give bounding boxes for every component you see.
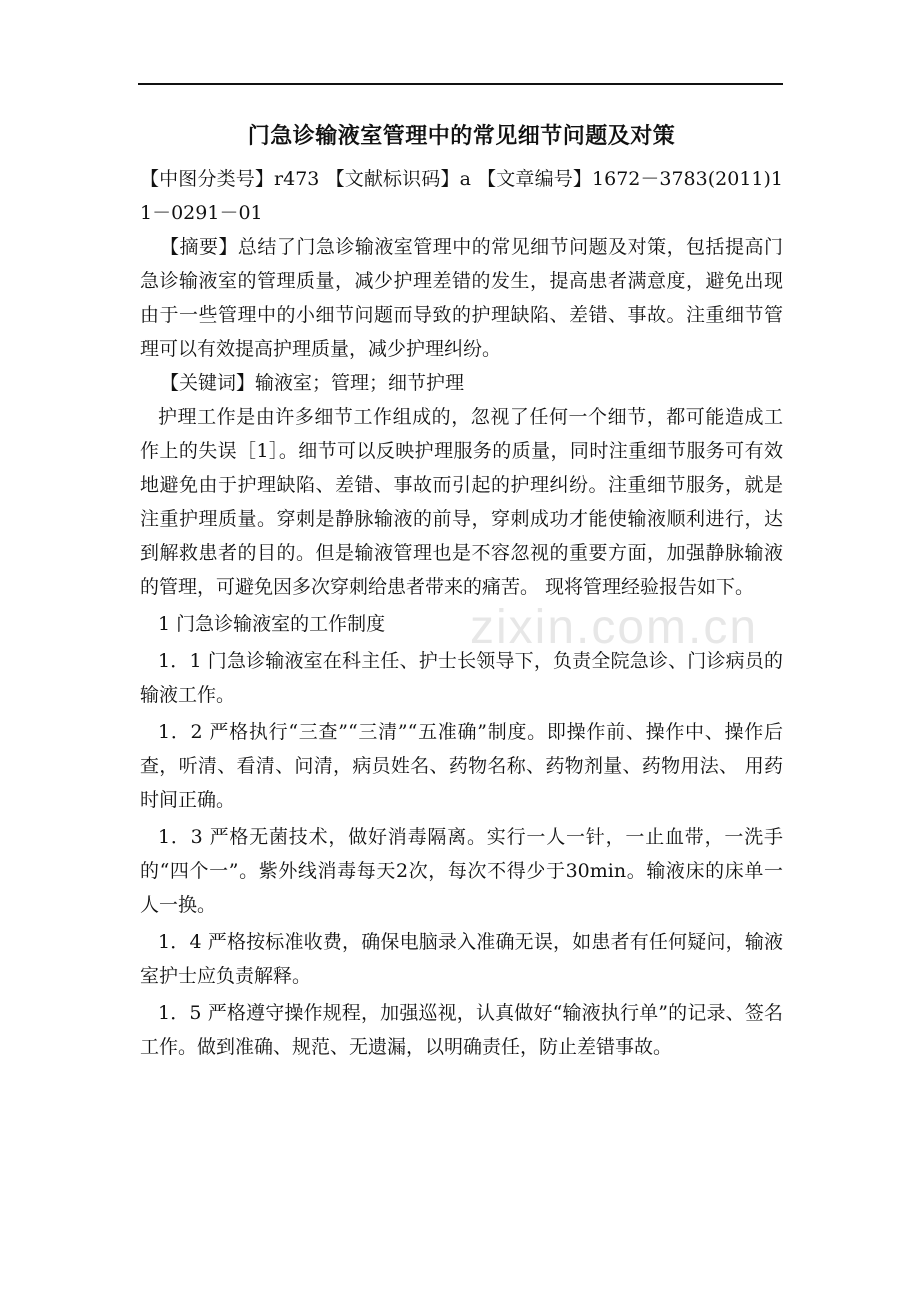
section-heading: 1 门急诊输液室的工作制度 <box>158 613 386 635</box>
list-item: 1．5 严格遵守操作规程，加强巡视，认真做好“输液执行单”的记录、签名工作。做到准确、规范、无遗漏，以明确责任，防止差错事故。 <box>140 1002 783 1058</box>
abstract-paragraph: 【摘要】总结了门急诊输液室管理中的常见细节问题及对策，包括提高门急诊输液室的管理质量，减少护理差错的发生，提高患者满意度，避免出现由于一些管理中的小细节问题而导致的护理缺陷、差错、事故。注重细节管理可以有效提高护理质量，减少护理纠纷。 <box>140 236 783 360</box>
article-title: 门急诊输液室管理中的常见细节问题及对策 <box>247 123 676 149</box>
list-item: 1．4 严格按标准收费，确保电脑录入准确无误，如患者有任何疑问，输液室护士应负责解释。 <box>140 931 783 987</box>
article-body <box>140 114 783 1064</box>
intro-paragraph: 护理工作是由许多细节工作组成的，忽视了任何一个细节，都可能造成工作上的失误［1］。细节可以反映护理服务的质量，同时注重细节服务可有效地避免由于护理缺陷、差错、事故而引起的护理纠纷。注重细节服务，就是注重护理质量。穿刺是静脉输液的前导，穿刺成功才能使输液顺利进行，达到解救患者的目的。但是输液管理也是不容忽视的重要方面，加强静脉输液的管理，可避免因多次穿刺给患者带来的痛苦。 现将管理经验报告如下。 <box>140 406 783 598</box>
keywords-line: 【关键词】输液室；管理；细节护理 <box>160 372 465 394</box>
list-item: 1．3 严格无菌技术，做好消毒隔离。实行一人一针，一止血带，一洗手的“四个一”。紫外线消毒每天2次，每次不得少于30min。输液床的床单一人一换。 <box>140 826 783 916</box>
header-rule <box>138 83 783 85</box>
watermark: zixin.com.cn <box>470 601 759 654</box>
classification-meta: 【中图分类号】r473 【文献标识码】a 【文章编号】1672－3783(2011)11－0291－01 <box>140 168 783 224</box>
list-item: 1．2 严格执行“三查”“三清”“五准确”制度。即操作前、操作中、操作后查，听清、看清、问清，病员姓名、药物名称、药物剂量、药物用法、 用药时间正确。 <box>140 721 783 811</box>
list-item: 1．1 门急诊输液室在科主任、护士长领导下，负责全院急诊、门诊病员的输液工作。 <box>140 650 783 706</box>
